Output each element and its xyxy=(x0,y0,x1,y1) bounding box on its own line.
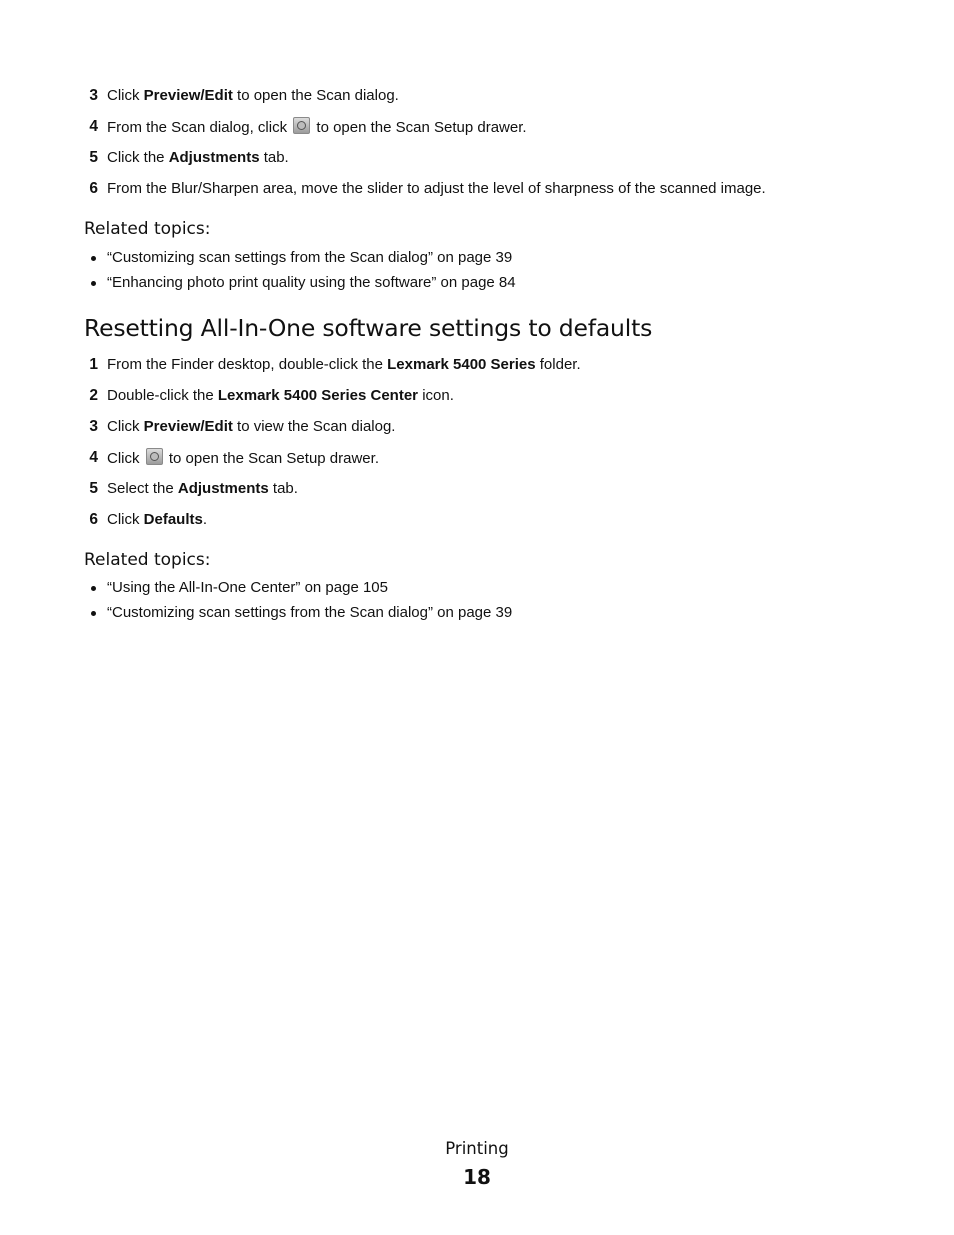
bullet-icon xyxy=(91,586,96,591)
step-text: From the Blur/Sharpen area, move the slider to adjust the level of sharpness of the scanned image. xyxy=(107,180,766,197)
step-item xyxy=(84,479,904,510)
step-text: Select the Adjustments tab. xyxy=(107,480,298,497)
step-number: 3 xyxy=(89,87,98,104)
step-number: 2 xyxy=(89,387,98,404)
step-number: 4 xyxy=(89,118,98,135)
step-item xyxy=(84,386,904,417)
related-topics-heading: Related topics: xyxy=(84,219,211,239)
step-item xyxy=(84,510,904,541)
bullet-icon xyxy=(91,256,96,261)
ui-term: Preview/Edit xyxy=(143,418,233,435)
step-item xyxy=(84,417,904,448)
step-number: 3 xyxy=(89,418,98,435)
ui-term: Lexmark 5400 Series Center xyxy=(217,387,419,404)
step-number: 5 xyxy=(89,480,98,497)
related-topic-link[interactable]: “Customizing scan settings from the Scan dialog” on page 39 xyxy=(84,603,784,628)
step-text: Click Preview/Edit to open the Scan dialog. xyxy=(107,87,399,104)
related-topics-list xyxy=(84,578,784,628)
bullet-icon xyxy=(91,281,96,286)
step-text: From the Scan dialog, click to open the Scan Setup drawer. xyxy=(107,119,527,136)
step-number: 1 xyxy=(89,356,98,373)
related-topic-link[interactable]: “Customizing scan settings from the Scan dialog” on page 39 xyxy=(84,248,784,273)
step-number: 5 xyxy=(89,149,98,166)
step-text: Double-click the Lexmark 5400 Series Center icon. xyxy=(107,387,454,404)
step-text: From the Finder desktop, double-click the Lexmark 5400 Series folder. xyxy=(107,356,581,373)
ui-term: Preview/Edit xyxy=(143,87,233,104)
step-number: 6 xyxy=(89,180,98,197)
related-topics-heading: Related topics: xyxy=(84,550,211,570)
ui-term: Defaults xyxy=(143,511,203,528)
ui-term: Lexmark 5400 Series xyxy=(387,356,536,373)
related-topic-link[interactable]: “Enhancing photo print quality using the software” on page 84 xyxy=(84,273,784,298)
step-item xyxy=(84,355,904,386)
step-item xyxy=(84,117,904,148)
ui-term: Adjustments xyxy=(168,149,260,166)
step-text: Click the Adjustments tab. xyxy=(107,149,289,166)
ui-term: Adjustments xyxy=(177,480,269,497)
step-text: Click Defaults. xyxy=(107,511,208,528)
step-item xyxy=(84,148,904,179)
scan-setup-icon xyxy=(146,448,163,465)
step-item xyxy=(84,86,904,117)
steps-list-reset xyxy=(84,355,904,541)
section-title: Resetting All-In-One software settings to defaults xyxy=(84,314,653,342)
page-number: 18 xyxy=(463,1165,491,1189)
related-topics-list xyxy=(84,248,784,298)
step-number: 6 xyxy=(89,511,98,528)
step-item xyxy=(84,448,904,479)
step-text: Click to open the Scan Setup drawer. xyxy=(107,450,379,467)
related-topic-link[interactable]: “Using the All-In-One Center” on page 105 xyxy=(84,578,784,603)
step-item xyxy=(84,179,904,210)
footer-section-name: Printing xyxy=(445,1139,509,1158)
step-text: Click Preview/Edit to view the Scan dialog. xyxy=(107,418,396,435)
bullet-icon xyxy=(91,611,96,616)
steps-list-top xyxy=(84,86,904,210)
step-number: 4 xyxy=(89,449,98,466)
scan-setup-icon xyxy=(293,117,310,134)
